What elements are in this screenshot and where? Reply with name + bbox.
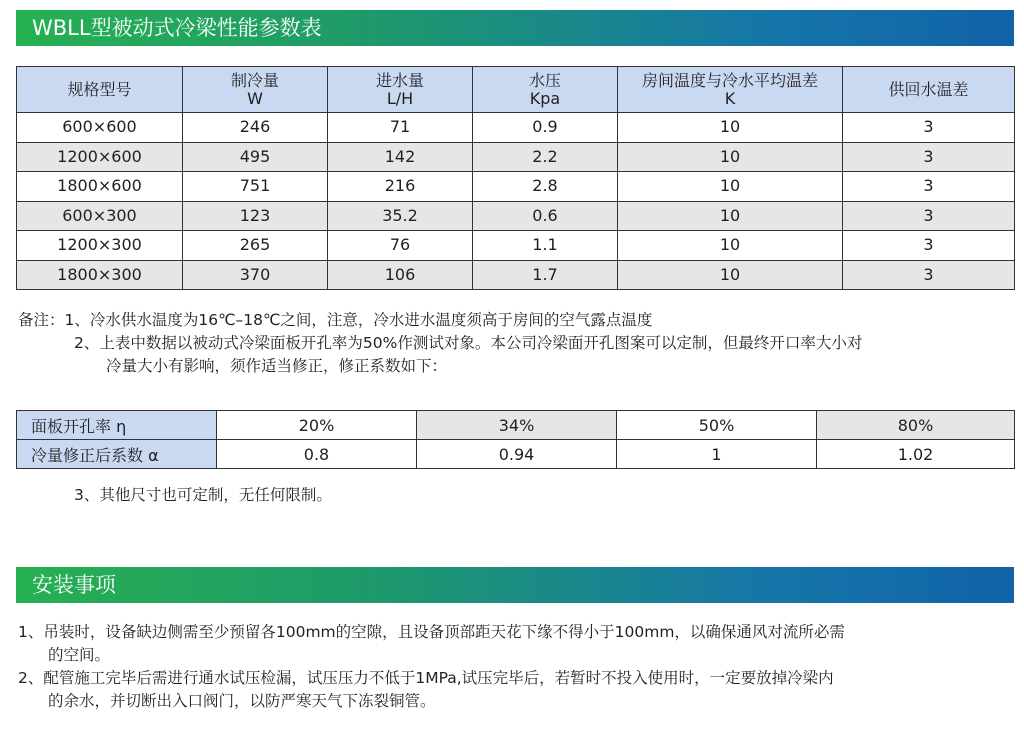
table-cell: 50% <box>617 411 817 440</box>
table-cell: 20% <box>217 411 417 440</box>
table-cell: 1800×600 <box>17 172 183 202</box>
table-cell: 10 <box>618 142 843 172</box>
header-cooling: 制冷量 W <box>183 67 328 113</box>
table-row <box>17 440 1015 469</box>
table-cell: 10 <box>618 172 843 202</box>
header-model: 规格型号 <box>17 67 183 113</box>
table-cell: 80% <box>817 411 1015 440</box>
table-cell: 216 <box>328 172 473 202</box>
table-cell: 0.6 <box>473 201 618 231</box>
table-cell: 3 <box>843 231 1015 261</box>
install-item-2-cont: 的余水，并切断出入口阀门，以防严寒天气下冻裂铜管。 <box>48 692 436 710</box>
performance-table <box>16 66 1015 290</box>
table-cell: 1200×600 <box>17 142 183 172</box>
table-cell: 71 <box>328 113 473 143</box>
install-notes <box>18 621 1022 713</box>
table-cell: 34% <box>417 411 617 440</box>
table-cell: 3 <box>843 260 1015 290</box>
section-title-banner <box>16 567 1014 603</box>
install-item-2: 2、配管施工完毕后需进行通水试压检漏，试压压力不低于1MPa,试压完毕后，若暂时不投入使用时，一定要放掉冷梁内 <box>18 669 834 687</box>
row-header-open-ratio: 面板开孔率 η <box>17 411 217 440</box>
section-title: 安装事项 <box>32 573 116 597</box>
header-temp-diff: 房间温度与冷水平均温差 K <box>618 67 843 113</box>
table-cell: 0.9 <box>473 113 618 143</box>
table-cell: 370 <box>183 260 328 290</box>
note-line-2: 2、上表中数据以被动式冷梁面板开孔率为50%作测试对象。本公司冷梁面开孔图案可以定制，但最终开口率大小对 <box>74 334 863 352</box>
header-supply-return: 供回水温差 <box>843 67 1015 113</box>
header-pressure: 水压 Kpa <box>473 67 618 113</box>
section-title: WBLL型被动式冷梁性能参数表 <box>32 16 322 40</box>
install-item-1: 1、吊装时，设备缺边侧需至少预留各100mm的空隙，且设备顶部距天花下缘不得小于100mm，以确保通风对流所必需 <box>18 623 845 641</box>
table-row <box>17 172 1015 202</box>
table-cell: 10 <box>618 113 843 143</box>
table-cell: 10 <box>618 231 843 261</box>
table-cell: 1.7 <box>473 260 618 290</box>
table-cell: 3 <box>843 172 1015 202</box>
table-row <box>17 231 1015 261</box>
table-cell: 600×600 <box>17 113 183 143</box>
note-line-3: 冷量大小有影响，须作适当修正，修正系数如下： <box>106 357 448 375</box>
table-cell: 751 <box>183 172 328 202</box>
table-cell: 1.02 <box>817 440 1015 469</box>
install-item-1-cont: 的空间。 <box>48 646 111 664</box>
table-cell: 76 <box>328 231 473 261</box>
table-row <box>17 260 1015 290</box>
section-title-banner <box>16 10 1014 46</box>
table-cell: 1 <box>617 440 817 469</box>
table-row <box>17 201 1015 231</box>
table-cell: 1200×300 <box>17 231 183 261</box>
note-line-4: 3、其他尺寸也可定制，无任何限制。 <box>74 486 332 504</box>
table-cell: 0.94 <box>417 440 617 469</box>
table-cell: 3 <box>843 113 1015 143</box>
table-cell: 3 <box>843 142 1015 172</box>
table-cell: 10 <box>618 260 843 290</box>
table-row <box>17 113 1015 143</box>
table-cell: 35.2 <box>328 201 473 231</box>
table-header-row <box>17 67 1015 113</box>
table-cell: 3 <box>843 201 1015 231</box>
table-row <box>17 142 1015 172</box>
table-cell: 246 <box>183 113 328 143</box>
table-cell: 106 <box>328 260 473 290</box>
table-cell: 123 <box>183 201 328 231</box>
table-cell: 2.2 <box>473 142 618 172</box>
table-cell: 142 <box>328 142 473 172</box>
table-cell: 495 <box>183 142 328 172</box>
row-header-coefficient: 冷量修正后系数 α <box>17 440 217 469</box>
notes-block <box>18 309 1022 378</box>
correction-coefficient-table <box>16 410 1015 469</box>
table-cell: 600×300 <box>17 201 183 231</box>
table-cell: 2.8 <box>473 172 618 202</box>
table-cell: 265 <box>183 231 328 261</box>
header-water-flow: 进水量 L/H <box>328 67 473 113</box>
table-cell: 0.8 <box>217 440 417 469</box>
table-cell: 1.1 <box>473 231 618 261</box>
table-cell: 10 <box>618 201 843 231</box>
note-line-1: 备注：1、冷水供水温度为16℃–18℃之间，注意，冷水进水温度须高于房间的空气露点温度 <box>18 311 653 329</box>
table-cell: 1800×300 <box>17 260 183 290</box>
table-row <box>17 411 1015 440</box>
